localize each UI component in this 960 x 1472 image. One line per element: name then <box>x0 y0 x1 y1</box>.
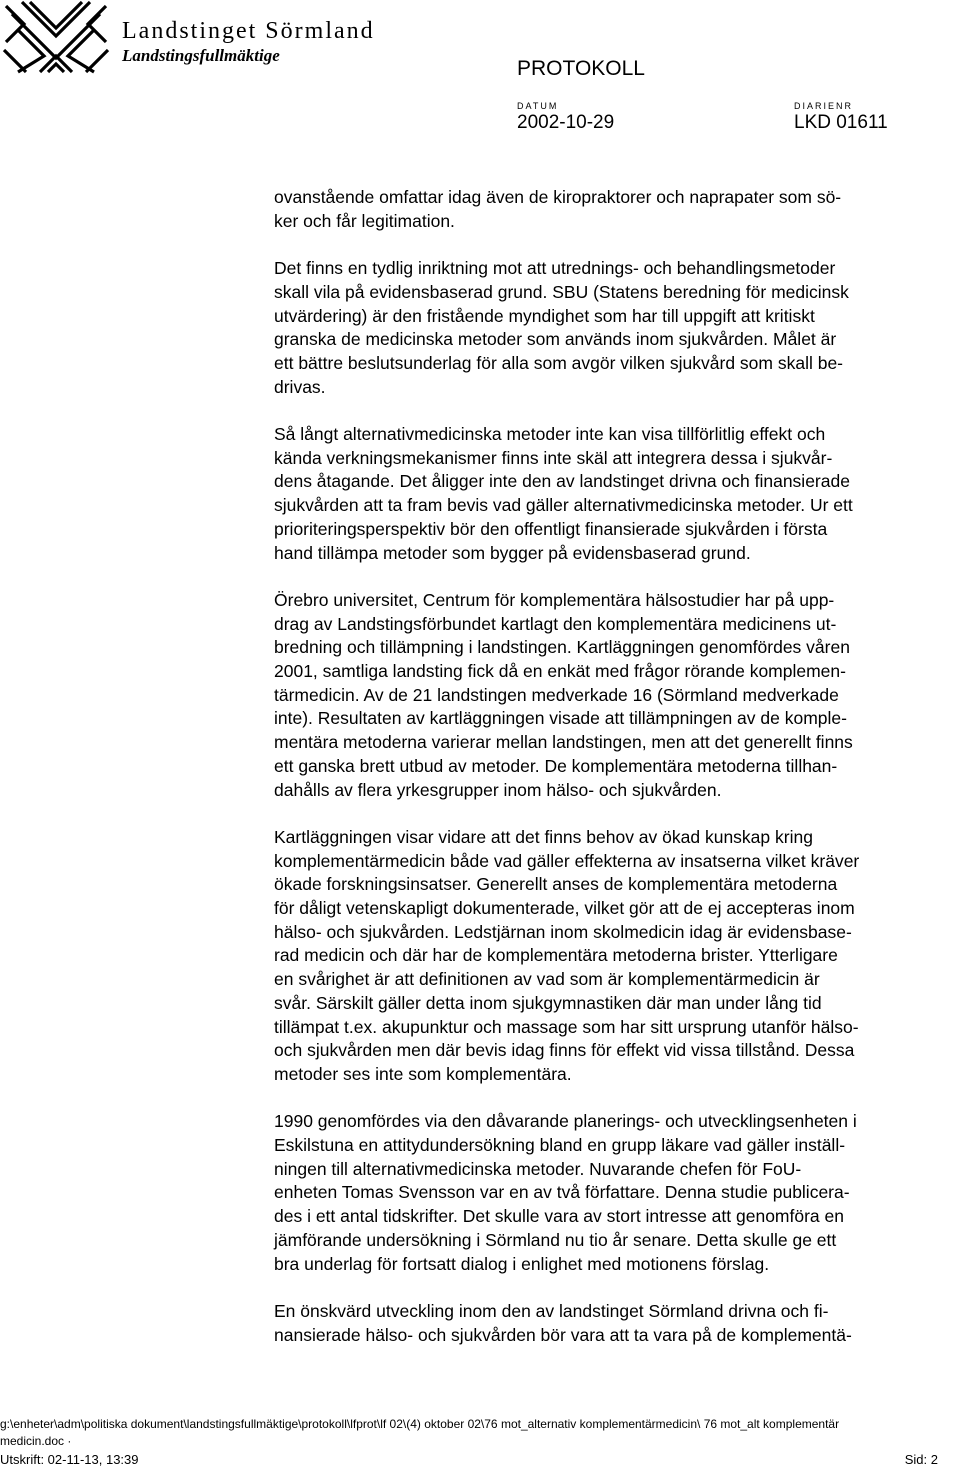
organization-subtitle: Landstingsfullmäktige <box>122 46 280 65</box>
paragraph-line: dens åtagande. Det åligger inte den av landstinget drivna och finansierade <box>274 471 850 492</box>
paragraph-line: granska de medicinska metoder som används inom sjukvården. Målet är <box>274 329 837 350</box>
body-paragraph <box>274 257 960 399</box>
file-path-line: medicin.doc · <box>0 1434 72 1448</box>
paragraph-line: prioriteringsperspektiv bör den offentligt finansierade sjukvården i första <box>274 518 828 539</box>
paragraph-line: ökade forskningsinsatser. Generellt anses de komplementära metoderna <box>274 874 838 895</box>
body-paragraph <box>274 1300 960 1347</box>
paragraph-line: utvärdering) är den fristående myndighet som har till uppgift att kritiskt <box>274 305 815 326</box>
paragraph-line: des i ett antal tidskrifter. Det skulle vara av stort intresse att genomföra en <box>274 1206 844 1227</box>
date-value: 2002-10-29 <box>517 112 615 133</box>
document-type: PROTOKOLL <box>517 57 645 80</box>
landstinget-logo-icon <box>0 0 112 74</box>
paragraph-line: Örebro universitet, Centrum för komplementära hälsostudier har på upp- <box>274 589 835 610</box>
body-paragraph <box>274 423 960 565</box>
paragraph-line: drivas. <box>274 376 326 397</box>
paragraph-line: mentära metoderna varierar mellan landstingen, men att det generellt finns <box>274 732 853 753</box>
paragraph-line: metoder ses inte som komplementära. <box>274 1063 572 1084</box>
organization-name: Landstinget Sörmland <box>122 18 375 44</box>
paragraph-line: hälso- och sjukvården. Ledstjärnan inom skolmedicin idag är evidensbase- <box>274 921 852 942</box>
paragraph-line: rad medicin och där har de komplementära metoderna brister. Ytterligare <box>274 945 838 966</box>
print-timestamp: Utskrift: 02-11-13, 13:39 <box>0 1452 139 1467</box>
paragraph-line: inte). Resultaten av kartläggningen visade att tillämpningen av de komple- <box>274 708 847 729</box>
paragraph-line: ett bättre beslutsunderlag för alla som avgör vilken sjukvård som skall be- <box>274 352 844 373</box>
document-body <box>274 186 960 1371</box>
paragraph-line: tillämpat t.ex. akupunktur och massage som har sitt ursprung utanför hälso- <box>274 1016 859 1037</box>
paragraph-line: drag av Landstingsförbundet kartlagt den komplementära medicinens ut- <box>274 613 837 634</box>
paragraph-line: bredning och tillämpning i landstingen. Kartläggningen genomfördes våren <box>274 637 850 658</box>
file-path-line: g:\enheter\adm\politiska dokument\landstingsfullmäktige\protokoll\lfprot\lf 02\(4) oktober 02\76 mot_alternativ komplementärmedicin\ 76 mot_alt komplementär <box>0 1417 840 1431</box>
paragraph-line: Så långt alternativmedicinska metoder inte kan visa tillförlitlig effekt och <box>274 424 826 444</box>
paragraph-line: ovanstående omfattar idag även de kiropraktorer och naprapater som sö- <box>274 187 842 207</box>
paragraph-line: en svårighet är att definitionen av vad som är komplementärmedicin är <box>274 969 820 990</box>
paragraph-line: Det finns en tydlig inriktning mot att utrednings- och behandlingsmetoder <box>274 258 836 279</box>
paragraph-line: jämförande undersökning i Sörmland nu tio år senare. Detta skulle ge ett <box>274 1229 837 1250</box>
paragraph-line: 1990 genomfördes via den dåvarande planerings- och utvecklingsenheten i <box>274 1111 857 1132</box>
paragraph-line: bra underlag för fortsatt dialog i enlighet med motionens förslag. <box>274 1253 770 1274</box>
diarienr-label: DIARIENR <box>794 101 854 111</box>
paragraph-line: svår. Särskilt gäller detta inom sjukgymnastiken där man under lång tid <box>274 992 822 1013</box>
paragraph-line: Kartläggningen visar vidare att det finns behov av ökad kunskap kring <box>274 826 813 847</box>
body-paragraph <box>274 589 960 802</box>
paragraph-line: tärmedicin. Av de 21 landstingen medverkade 16 (Sörmland medverkade <box>274 684 839 705</box>
paragraph-line: dahålls av flera yrkesgrupper inom hälso- och sjukvården. <box>274 779 722 800</box>
body-paragraph <box>274 1110 960 1276</box>
file-path <box>0 1416 960 1450</box>
paragraph-line: En önskvärd utveckling inom den av landstinget Sörmland drivna och fi- <box>274 1300 829 1321</box>
date-label: DATUM <box>517 101 559 111</box>
paragraph-line: skall vila på evidensbaserad grund. SBU (Statens beredning för medicinsk <box>274 281 849 302</box>
paragraph-line: sjukvården att ta fram bevis vad gäller alternativmedicinska metoder. Ur ett <box>274 495 853 516</box>
paragraph-line: och sjukvården men där bevis idag finns för effekt vid vissa tillstånd. Dessa <box>274 1040 855 1061</box>
paragraph-line: ker och får legitimation. <box>274 210 455 231</box>
paragraph-line: ett ganska brett utbud av metoder. De komplementära metoderna tillhan- <box>274 755 838 776</box>
paragraph-line: hand tillämpa metoder som bygger på evidensbaserad grund. <box>274 542 751 563</box>
paragraph-line: komplementärmedicin både vad gäller effekterna av insatserna vilket kräver <box>274 850 860 871</box>
page-number: Sid: 2 <box>904 1452 938 1467</box>
paragraph-line: Eskilstuna en attitydundersökning bland en grupp läkare vad gäller inställ- <box>274 1135 846 1156</box>
paragraph-line: nansierade hälso- och sjukvården bör vara att ta vara på de komplementä- <box>274 1324 852 1345</box>
paragraph-line: för dåligt vetenskapligt dokumenterade, vilket gör att de ej accepteras inom <box>274 898 855 919</box>
body-paragraph <box>274 186 960 233</box>
body-paragraph <box>274 826 960 1087</box>
diarienr-value: LKD 01611 <box>794 112 888 133</box>
paragraph-line: kända verkningsmekanismer finns inte skäl att integrera dessa i sjukvår- <box>274 447 833 468</box>
paragraph-line: ningen till alternativmedicinska metoder. Nuvarande chefen för FoU- <box>274 1158 802 1179</box>
paragraph-line: 2001, samtliga landsting fick då en enkät med frågor rörande komplemen- <box>274 661 846 682</box>
paragraph-line: enheten Tomas Svensson var en av två författare. Denna studie publicera- <box>274 1182 850 1203</box>
